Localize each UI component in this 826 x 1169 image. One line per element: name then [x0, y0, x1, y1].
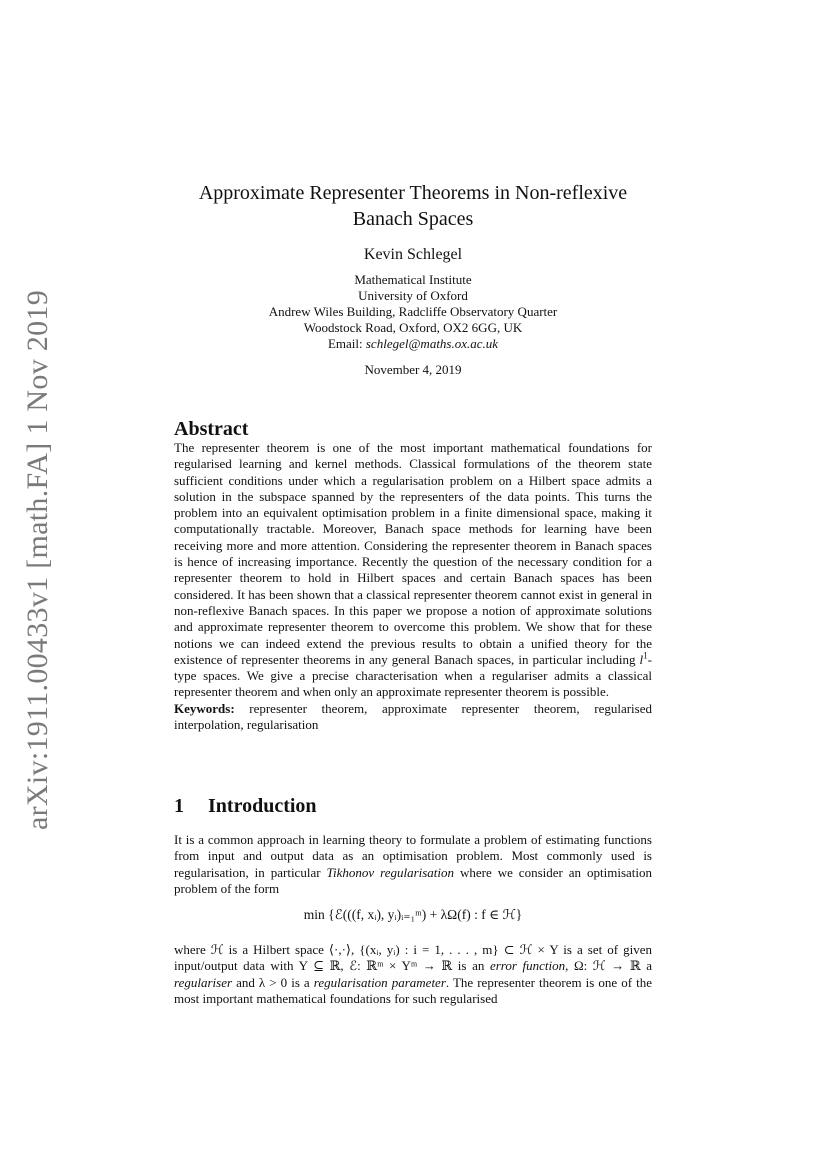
intro-text: . The representer theorem is one of the most important mathematical foundations for such regularised [174, 974, 652, 1006]
regularisation-parameter-term: regularisation parameter [313, 974, 446, 990]
affiliation-line: Mathematical Institute [354, 272, 472, 287]
intro-text: where we consider an optimisation problem of the form [174, 864, 653, 896]
author-name: Kevin Schlegel [363, 246, 463, 263]
affiliation-line: University of Oxford [358, 288, 468, 303]
abstract-text: The representer theorem is one of the most important mathematical foundations for regularised learning and kernel methods. Classical formulations of the theorem state sufficient conditions under which a regularisation problem on a Hilbert space admits a solution in the subspace spanned by the representers of the data points. This turns the problem into an equivalent optimisation problem in a finite dimensional space, making it computationally tractable. Moreover, Banach space methods for learning have been receiving more and more attention. Considering the representer theorem in Banach spaces is hence of increasing importance. Recently the question of the necessary condition for a representer theorem to hold in Hilbert spaces and certain Banach spaces has been considered. It has been shown that a classical representer theorem cannot exist in general in non-reflexive Banach spaces. In this paper we propose a notion of approximate solutions and approximate representer theorem to overcome this problem. We show that for these notions we can indeed extend the previous results to obtain a unified theory for the existence of representer theorems in any general Banach spaces, in particular including [174, 440, 652, 667]
section-number: 1 [174, 795, 184, 817]
author-affiliation [174, 272, 652, 352]
affiliation-line: Andrew Wiles Building, Radcliffe Observatory Quarter [268, 304, 558, 319]
keywords-label: Keywords: [174, 700, 235, 716]
abstract-text-end: -type spaces. We give a precise characterisation when a regulariser admits a classical representer theorem and when only an approximate representer theorem is possible. [174, 651, 652, 700]
paper-date: November 4, 2019 [364, 362, 462, 377]
intro-text: where ℋ is a Hilbert space ⟨·,·⟩, {(xᵢ, yᵢ) : i = 1, . . . , m} ⊂ ℋ × Y is a set of given input/output data with Y ⊆ ℝ, ℰ: ℝᵐ × Yᵐ → ℝ is an [174, 942, 652, 974]
regulariser-term: regulariser [174, 974, 233, 990]
abstract-body [174, 440, 652, 733]
intro-text: It is a common approach in learning theory to formulate a problem of estimating functions from input and output data as an optimisation problem. Most commonly used is regularisation, in particular [174, 832, 652, 880]
intro-paragraph-1 [174, 832, 652, 897]
section-heading-introduction [174, 795, 317, 818]
error-function-term: error function [489, 958, 566, 974]
keywords-list: representer theorem, approximate representer theorem, regularised interpolation, regularisation [174, 700, 652, 733]
email-label: Email: [327, 336, 363, 351]
intro-paragraph-2 [174, 942, 652, 1007]
superscript-one: 1 [643, 650, 648, 661]
tikhonov-term: Tikhonov regularisation [326, 864, 455, 880]
title-line-2: Banach Spaces [352, 208, 474, 230]
intro-text: , Ω: ℋ → ℝ a [565, 958, 653, 974]
email-address: schlegel@maths.ox.ac.uk [365, 336, 499, 351]
display-equation: min {ℰ(((f, xᵢ), yᵢ)ᵢ₌₁ᵐ) + λΩ(f) : f ∈ ℋ} [303, 907, 523, 922]
arxiv-sidebar-identifier: arXiv:1911.00433v1 [math.FA] 1 Nov 2019 [21, 290, 54, 830]
email-line [174, 336, 652, 352]
paper-title [174, 180, 652, 232]
section-title: Introduction [208, 795, 317, 817]
abstract-heading: Abstract [174, 418, 249, 440]
title-line-1: Approximate Representer Theorems in Non-reflexive [198, 182, 628, 204]
intro-text: and λ > 0 is a [232, 974, 314, 990]
affiliation-line: Woodstock Road, Oxford, OX2 6GG, UK [303, 320, 523, 335]
l-symbol: l [639, 651, 644, 667]
